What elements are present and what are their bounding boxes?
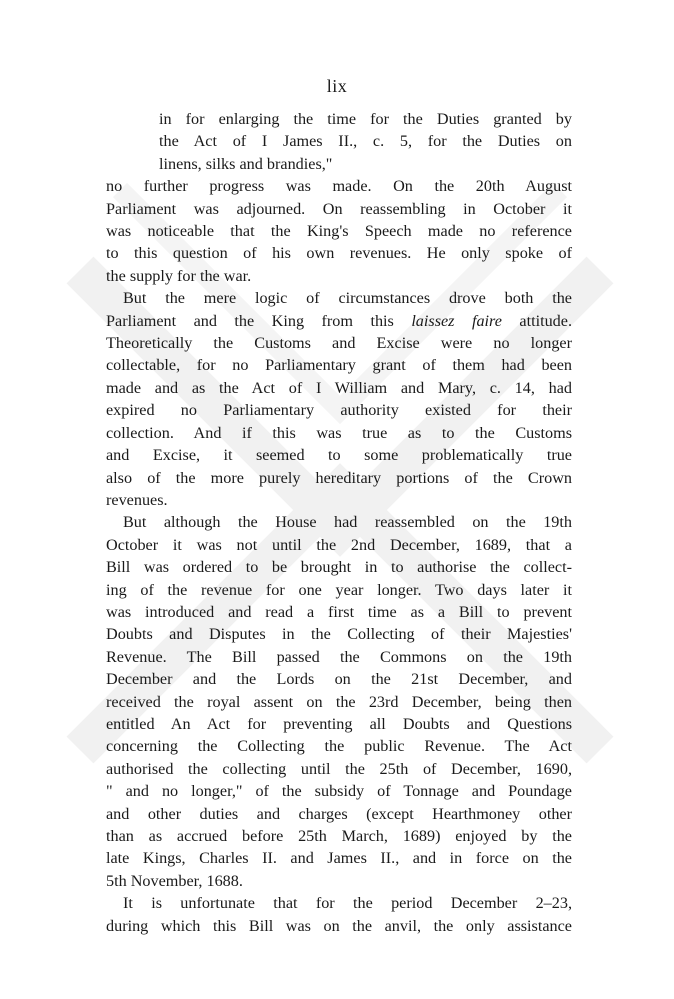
text-line: made and as the Act of I William and Mary, c. 14, had — [106, 378, 572, 397]
text-line: was introduced and read a first time as a Bill to prevent — [106, 602, 572, 621]
text-line: entitled An Act for preventing all Doubts and Questions — [106, 714, 572, 733]
text-line: and other duties and charges (except Hearthmoney other — [106, 804, 572, 823]
text-line: But the mere logic of circumstances drove both the — [123, 289, 572, 308]
text-line: Doubts and Disputes in the Collecting of their Majesties' — [106, 625, 572, 644]
paragraph — [106, 511, 572, 892]
text-line: Theoretically the Customs and Excise were no longer — [106, 334, 572, 353]
text-line: Parliament was adjourned. On reassembling in October it — [106, 199, 572, 218]
text-line: was noticeable that the King's Speech made no reference — [106, 222, 572, 241]
text-line: It is unfortunate that for the period December 2–23, — [123, 894, 572, 913]
text-line: collectable, for no Parliamentary grant of them had been — [106, 356, 572, 375]
text-line: during which this Bill was on the anvil, the only assistance — [106, 916, 572, 935]
text-line: Parliament and the King from this laissez faire attitude. — [106, 311, 572, 330]
text-line: concerning the Collecting the public Revenue. The Act — [106, 737, 572, 756]
text-line: received the royal assent on the 23rd December, being then — [106, 692, 572, 711]
text-line: and Excise, it seemed to some problematically true — [106, 446, 572, 465]
page-body — [106, 108, 572, 937]
paragraph — [106, 892, 572, 937]
text-line: late Kings, Charles II. and James II., and in force on the — [106, 849, 572, 868]
text-line: 5th November, 1688. — [106, 871, 243, 890]
text-line: ing of the revenue for one year longer. Two days later it — [106, 580, 572, 599]
paragraph — [106, 287, 572, 511]
text-line: expired no Parliamentary authority existed for their — [106, 401, 572, 420]
text-line: authorised the collecting until the 25th of December, 1690, — [106, 759, 572, 778]
text-line: than as accrued before 25th March, 1689) enjoyed by the — [106, 827, 572, 845]
text-line: " and no longer," of the subsidy of Tonnage and Poundage — [106, 782, 572, 801]
text-line: revenues. — [106, 490, 168, 509]
text-line: no further progress was made. On the 20th August — [106, 177, 572, 196]
text-line: the supply for the war. — [106, 266, 252, 285]
page-number: lix — [326, 76, 348, 96]
text-line: But although the House had reassembled on the 19th — [123, 513, 572, 532]
text-line: to this question of his own revenues. He only spoke of — [106, 244, 572, 263]
text-line: Revenue. The Bill passed the Commons on the 19th — [106, 647, 572, 666]
text-line: in for enlarging the time for the Duties granted by — [159, 110, 572, 128]
text-line: linens, silks and brandies," — [159, 154, 333, 173]
text-line: October it was not until the 2nd December, 1689, that a — [106, 535, 572, 554]
text-line: also of the more purely hereditary portions of the Crown — [106, 468, 572, 487]
text-line: collection. And if this was true as to the Customs — [106, 423, 572, 442]
text-line: the Act of I James II., c. 5, for the Duties on — [159, 132, 572, 151]
text-line: December and the Lords on the 21st December, and — [106, 670, 572, 689]
block-quote — [159, 108, 572, 175]
paragraph — [106, 175, 572, 287]
text-line: Bill was ordered to be brought in to authorise the collect- — [106, 558, 572, 577]
